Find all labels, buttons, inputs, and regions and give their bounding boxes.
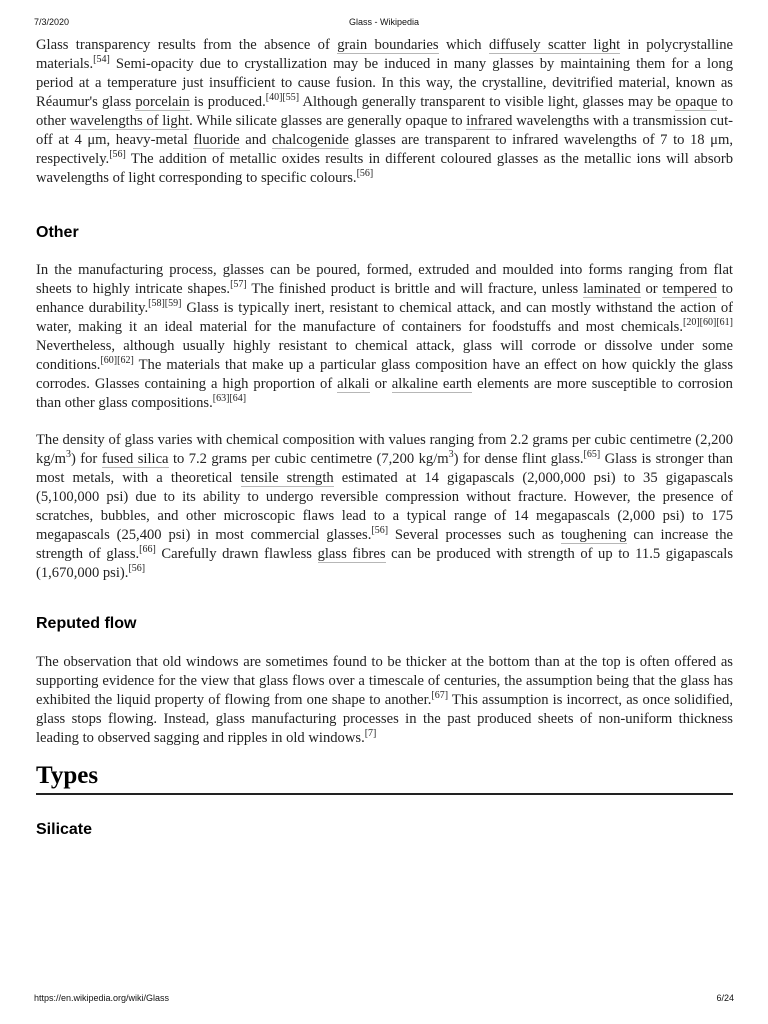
heading-silicate: Silicate	[36, 821, 93, 838]
heading-other: Other	[36, 224, 79, 241]
print-page-number: 6/24	[716, 993, 734, 1003]
citation-ref[interactable]: [63][64]	[212, 393, 247, 405]
citation-ref[interactable]: [66]	[139, 544, 156, 556]
citation-ref[interactable]: [7]	[364, 728, 377, 740]
transparency-paragraph: Glass transparency results from the absence of grain boundaries which diffusely scatter light in polycrystalline materials.[54] Semi-opacity due to crystallization may be induced in many glasses by maintaining them for a long period at a temperature just insufficient to cause fusion. In this way, the crystalline, devitrified material, known as Réaumur's glass porcelain is produced.[40][55] Although generally transparent to visible light, glasses may be opaque to other wavelengths of light. While silicate glasses are generally opaque to infrared wavelengths with a transmission cut-off at 4 μm, heavy-metal fluoride and chalcogenide glasses are transparent to infrared wavelengths of 7 to 18 μm, respectively.[56] The addition of metallic oxides results in different coloured glasses as the metallic ions will absorb wavelengths of light corresponding to specific colours.[56]	[36, 37, 734, 186]
citation-ref[interactable]: [56]	[371, 525, 389, 537]
inline-link[interactable]: porcelain	[135, 94, 190, 110]
superscript: 3	[448, 449, 454, 461]
inline-link[interactable]: wavelengths of light	[69, 113, 190, 129]
citation-ref[interactable]: [56]	[109, 149, 126, 161]
heading-reputed-flow: Reputed flow	[36, 615, 137, 632]
inline-link[interactable]: laminated	[583, 281, 641, 297]
manufacturing-paragraph: In the manufacturing process, glasses can be poured, formed, extruded and moulded into forms ranging from flat sheets to highly intricate shapes.[57] The finished product is brittle and will fracture, unless laminated or tempered to enhance durability.[58][59] Glass is typically inert, resistant to chemical attack, and can mostly withstand the action of water, making it an ideal material for the manufacture of containers for foodstuffs and most chemicals.[20][60][61] Nevertheless, although usually highly resistant to chemical attack, glass will corrode or dissolve under some conditions.[60][62] The materials that make up a particular glass composition have an effect on how quickly the glass corrodes. Glasses containing a high proportion of alkali or alkaline earth elements are more susceptible to corrosion than other glass compositions.[63][64]	[36, 262, 733, 411]
citation-ref[interactable]: [20][60][61]	[683, 317, 733, 329]
reputed-flow-paragraph: The observation that old windows are sometimes found to be thicker at the bottom than at the top is often offered as supporting evidence for the view that glass flows over a timescale of centuries, the assumption being that the glass has exhibited the liquid property of flowing from one shape to another.[67] This assumption is incorrect, as once solidified, glass stops flowing. Instead, glass manufacturing processes in the past produced sheets of non-uniform thickness leading to observed sagging and ripples in old windows.[7]	[36, 654, 733, 746]
citation-ref[interactable]: [56]	[356, 168, 374, 180]
inline-link[interactable]: fused silica	[101, 451, 169, 467]
citation-ref[interactable]: [67]	[431, 690, 449, 702]
inline-link[interactable]: opaque	[675, 94, 718, 110]
citation-ref[interactable]: [65]	[583, 449, 601, 461]
inline-link[interactable]: glass fibres	[317, 546, 386, 562]
print-title: Glass - Wikipedia	[348, 17, 420, 27]
inline-link[interactable]: tempered	[662, 281, 717, 297]
inline-link[interactable]: tensile strength	[240, 470, 334, 486]
print-url: https://en.wikipedia.org/wiki/Glass	[34, 993, 170, 1003]
citation-ref[interactable]: [40][55]	[265, 92, 300, 104]
density-paragraph: The density of glass varies with chemical composition with values ranging from 2.2 grams per cubic centimetre (2,200 $kg/m^3$) for fused silica to 7.2 grams per cubic centimetre (7,200 $kg/m^3$) for dense flint glass.[65] Glass is stronger than most metals, with a theoretical tensile strength estimated at 14 gigapascals (2,000,000 psi) to 35 gigapascals (5,100,000 psi) due to its ability to undergo reversible compression without fracture. However, the presence of scratches, bubbles, and other microscopic flaws lead to a typical range of 14 megapascals (2,000 psi) to 175 megapascals (25,400 psi) in most commercial glasses.[56] Several processes such as toughening can increase the strength of glass.[66] Carefully drawn flawless glass fibres can be produced with strength of up to 11.5 gigapascals (1,670,000 psi).[56]	[36, 432, 734, 581]
citation-ref[interactable]: [60][62]	[100, 355, 134, 367]
inline-link[interactable]: alkaline earth	[391, 376, 473, 392]
superscript: 3	[66, 449, 71, 461]
article-content	[36, 36, 733, 839]
citation-ref[interactable]: [57]	[230, 279, 247, 291]
heading-types: Types	[36, 762, 733, 795]
citation-ref[interactable]: [56]	[128, 563, 146, 575]
inline-link[interactable]: grain boundaries	[337, 37, 439, 53]
inline-link[interactable]: infrared	[466, 113, 513, 129]
inline-link[interactable]: toughening	[560, 527, 627, 543]
print-date: 7/3/2020	[34, 17, 70, 27]
inline-link[interactable]: fluoride	[193, 132, 240, 148]
inline-link[interactable]: diffusely scatter light	[488, 37, 621, 53]
inline-link[interactable]: chalcogenide	[271, 132, 349, 148]
citation-ref[interactable]: [58][59]	[148, 298, 182, 310]
inline-link[interactable]: alkali	[337, 376, 370, 392]
citation-ref[interactable]: [54]	[93, 54, 110, 66]
